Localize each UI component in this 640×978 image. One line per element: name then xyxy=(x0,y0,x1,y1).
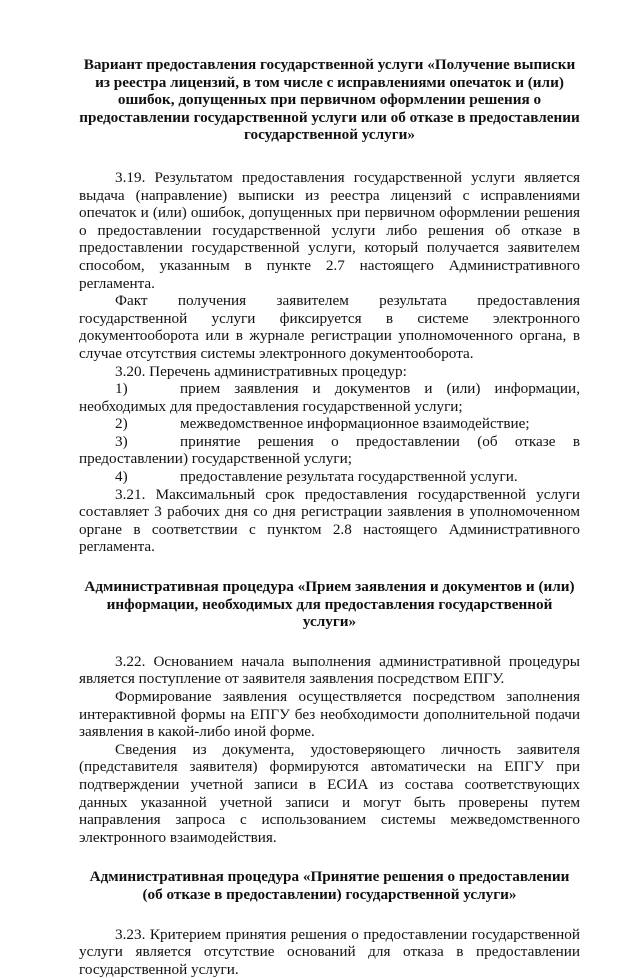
paragraph-3-23: 3.23. Критерием принятия решения о предоставлении государственной услуги является отсутствие оснований для отказа в предоставлении государственной услуги. xyxy=(79,925,580,978)
paragraph-3-19: 3.19. Результатом предоставления государственной услуги является выдача (направление) выписки из реестра лицензий с исправлениями опечаток и (или) ошибок, допущенных при первичном оформлении решения о предоставлении государственной услуги либо решения об отказе в предоставлении государственной услуги, который получается заявителем способом, указанным в пункте 2.7 настоящего Административного регламента. xyxy=(79,168,580,292)
list-item: 1) прием заявления и документов и (или) информации, необходимых для предоставления государственной услуги; xyxy=(79,380,580,415)
paragraph-identity-data: Сведения из документа, удостоверяющего личность заявителя (представителя заявителя) формируются автоматически на ЕПГУ при подтверждении учетной записи в ЕСИА из состава соответствующих данных указанной учетной записи и могут быть проверены путем направления запроса с использованием системы межведомственного электронного взаимодействия. xyxy=(79,740,580,846)
section-heading-extract-variant: Вариант предоставления государственной услуги «Получение выписки из реестра лицензий, в том числе с исправлениями опечаток и (или) ошибок, допущенных при первичном оформлении решения о предоставлении государственной услуги или об отказе в предоставлении государственной услуги» xyxy=(79,56,580,144)
paragraph-result-fact: Факт получения заявителем результата предоставления государственной услуги фиксируется в системе электронного документооборота или в журнале регистрации уполномоченного органа, в случае отсутствия системы электронного документооборота. xyxy=(79,292,580,362)
paragraph-3-22: 3.22. Основанием начала выполнения административной процедуры является поступление от заявителя заявления посредством ЕПГУ. xyxy=(79,652,580,688)
list-item: 2) межведомственное информационное взаимодействие; xyxy=(115,415,530,433)
list-item: 3) принятие решения о предоставлении (об отказе в предоставлении) государственной услуги; xyxy=(79,432,580,468)
paragraph-form-generation: Формирование заявления осуществляется посредством заполнения интерактивной формы на ЕПГУ без необходимости дополнительной подачи заявления в какой-либо иной форме. xyxy=(79,688,580,741)
paragraph-3-21: 3.21. Максимальный срок предоставления государственной услуги составляет 3 рабочих дня со дня регистрации заявления в уполномоченном органе в соответствии с пунктом 2.8 настоящего Административного регламента. xyxy=(79,485,580,556)
list-item: 4) предоставление результата государственной услуги. xyxy=(115,468,518,486)
paragraph-3-20: 3.20. Перечень административных процедур: xyxy=(115,362,407,380)
section-heading-application-intake: Административная процедура «Прием заявления и документов и (или) информации, необходимых для предоставления государственной услуги» xyxy=(84,578,575,631)
section-heading-decision: Административная процедура «Принятие решения о предоставлении (об отказе в предоставлении) государственной услуги» xyxy=(89,868,570,903)
